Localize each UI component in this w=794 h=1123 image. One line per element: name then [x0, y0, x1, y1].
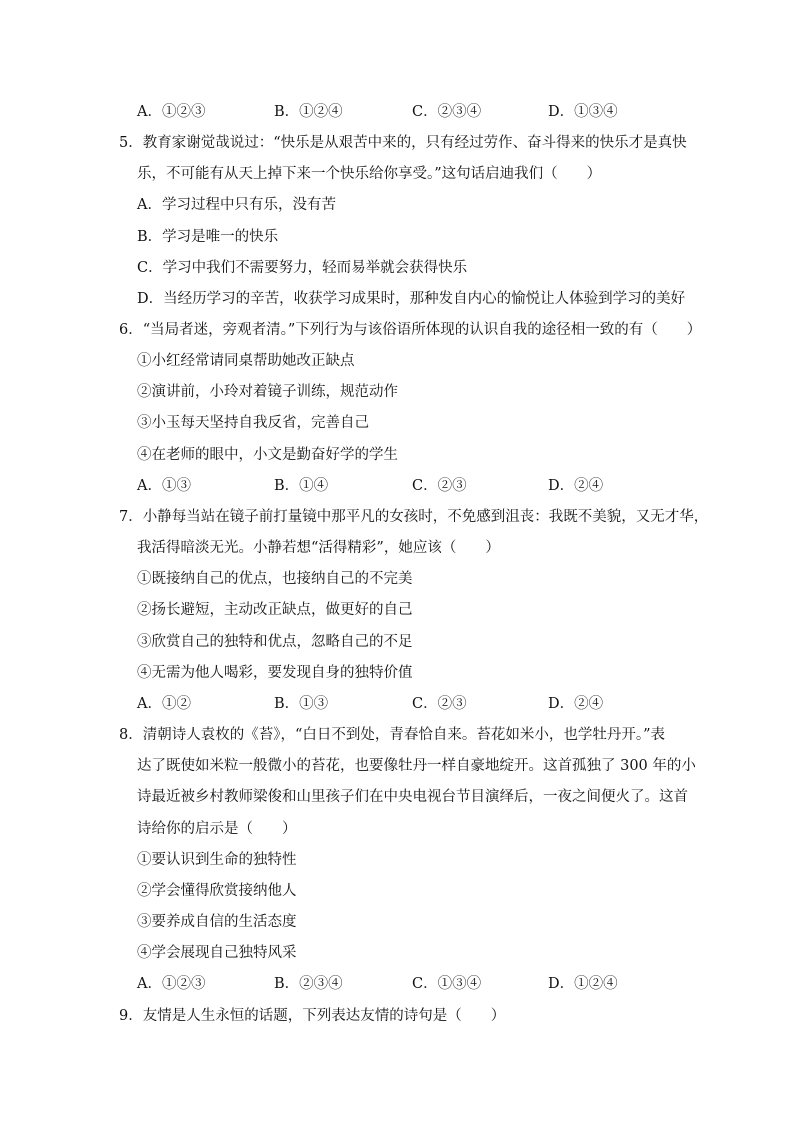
q8-stem-line-1: 8．清朝诗人袁枚的《苔》，“白日不到处，青春恰自来。苔花如米小，也学牡丹开。”表 [119, 727, 666, 743]
q5-choice-d: D．当经历学习的辛苦，收获学习成果时，那种发自内心的愉悦让人体验到学习的美好 [137, 291, 686, 307]
q9-stem: 9．友情是人生永恒的话题，下列表达友情的诗句是（ ） [119, 1008, 506, 1024]
q8-item-3: ③要养成自信的生活态度 [137, 914, 297, 930]
q5-choice-a: A．学习过程中只有乐，没有苦 [137, 197, 336, 213]
q7-item-4: ④无需为他人喝彩，要发现自身的独特价值 [137, 665, 413, 681]
q7-option-a: A．①② [137, 696, 191, 712]
q4-option-d: D．①③④ [548, 104, 618, 120]
q4-option-b: B．①②④ [274, 104, 343, 120]
q4-option-c: C．②③④ [412, 104, 482, 120]
q8-item-2: ②学会懂得欣赏接纳他人 [137, 883, 297, 899]
q7-item-3: ③欣赏自己的独特和优点，忽略自己的不足 [137, 634, 413, 650]
q7-item-1: ①既接纳自己的优点，也接纳自己的不完美 [137, 571, 413, 587]
q8-option-d: D．①②④ [548, 976, 618, 992]
q8-option-b: B．②③④ [274, 976, 343, 992]
q6-option-d: D．②④ [548, 478, 604, 494]
q8-item-4: ④学会展现自己独特风采 [137, 945, 297, 961]
q5-choice-c: C．学习中我们不需要努力，轻而易举就会获得快乐 [137, 260, 468, 276]
q6-option-a: A．①③ [137, 478, 191, 494]
q7-option-c: C．②③ [412, 696, 467, 712]
q6-option-b: B．①④ [274, 478, 329, 494]
q8-stem-line-3: 诗最近被乡村教师梁俊和山里孩子们在中央电视台节目演绎后，一夜之间便火了。这首 [137, 789, 688, 805]
q7-option-b: B．①③ [274, 696, 329, 712]
q6-item-2: ②演讲前，小玲对着镜子训练，规范动作 [137, 384, 398, 400]
q8-stem-line-2: 达了既使如米粒一般微小的苔花，也要像牡丹一样自豪地绽开。这首孤独了 300 年的小 [137, 758, 696, 774]
q6-option-c: C．②③ [412, 478, 467, 494]
q6-item-4: ④在老师的眼中，小文是勤奋好学的学生 [137, 447, 398, 463]
q6-item-3: ③小玉每天坚持自我反省，完善自己 [137, 415, 369, 431]
q8-item-1: ①要认识到生命的独特性 [137, 852, 297, 868]
q8-stem-line-4: 诗给你的启示是（ ） [137, 821, 297, 837]
q5-choice-b: B．学习是唯一的快乐 [137, 229, 279, 245]
q5-stem-line-2: 乐，不可能有从天上掉下来一个快乐给你享受。”这句话启迪我们（ ） [137, 166, 602, 182]
q8-option-c: C．①③④ [412, 976, 482, 992]
q6-stem: 6．“当局者迷，旁观者清。”下列行为与该俗语所体现的认识自我的途径相一致的有（ ） [119, 322, 702, 338]
q7-stem-line-2: 我活得暗淡无光。小静若想“活得精彩”，她应该（ ） [137, 540, 500, 556]
q8-option-a: A．①②③ [137, 976, 206, 992]
q5-stem-line-1: 5．教育家谢觉哉说过：“快乐是从艰苦中来的，只有经过劳作、奋斗得来的快乐才是真快 [119, 135, 687, 151]
q4-option-a: A．①②③ [137, 104, 206, 120]
q7-option-d: D．②④ [548, 696, 604, 712]
q6-item-1: ①小红经常请同桌帮助她改正缺点 [137, 353, 355, 369]
q7-stem-line-1: 7．小静每当站在镜子前打量镜中那平凡的女孩时，不免感到沮丧：我既不美貌，又无才华， [119, 509, 709, 525]
q7-item-2: ②扬长避短，主动改正缺点，做更好的自己 [137, 602, 413, 618]
